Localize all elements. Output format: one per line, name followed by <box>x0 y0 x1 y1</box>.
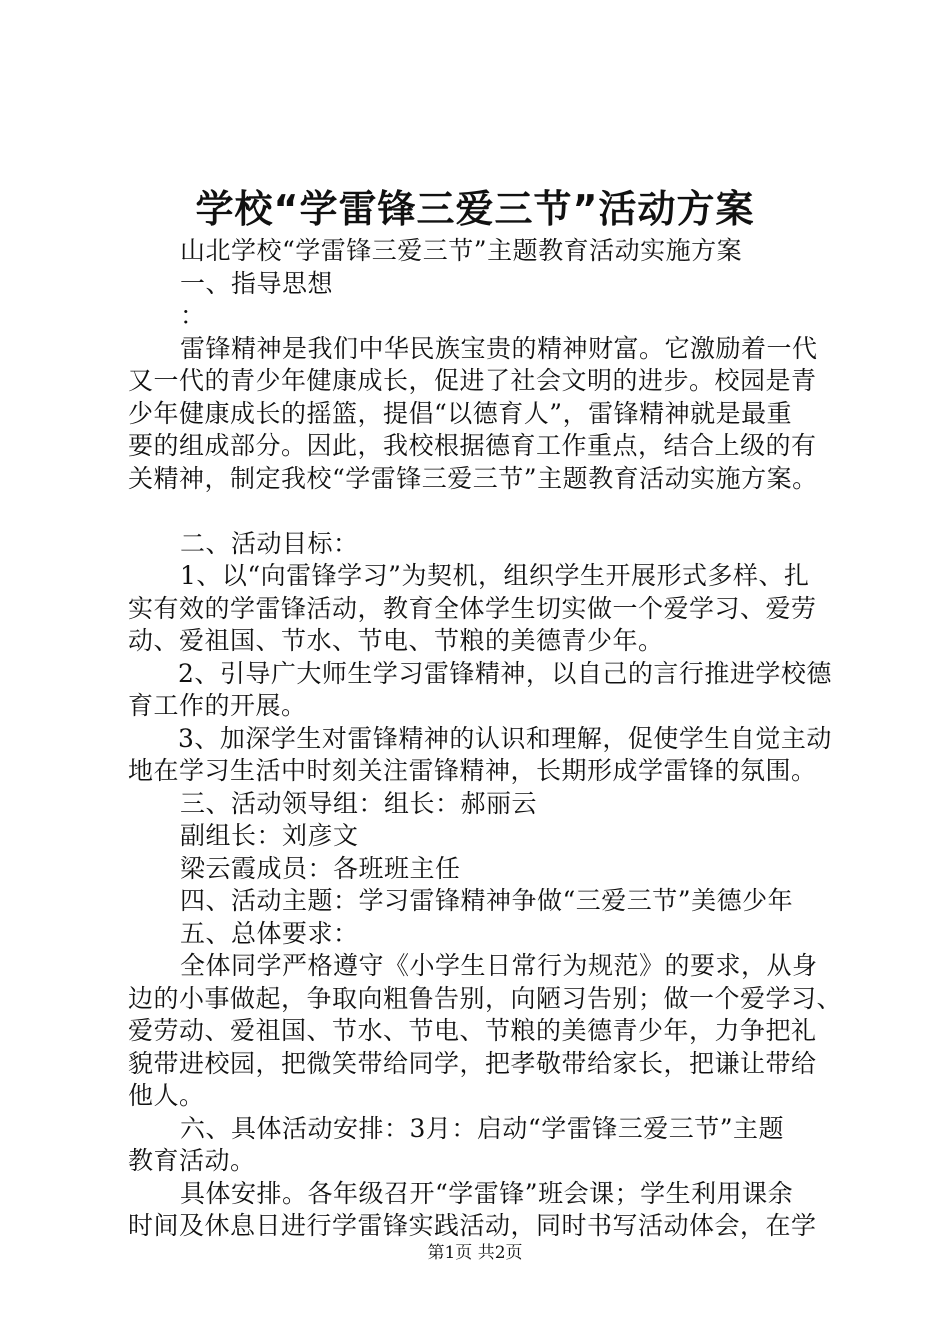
paragraph-line: 他人。 <box>128 1081 205 1110</box>
paragraph-line: 关精神，制定我校“学雷锋三爱三节”主题教育活动实施方案。 <box>128 463 818 493</box>
paragraph-line: 教育活动。 <box>128 1146 256 1175</box>
section-heading: 三、活动领导组：组长：郝丽云 <box>180 788 538 818</box>
paragraph-line: 具体安排。各年级召开“学雷锋”班会课；学生利用课余 <box>180 1178 794 1208</box>
page-footer: 第1页 共2页 <box>427 1243 523 1263</box>
section-heading: 六、具体活动安排：3月：启动“学雷锋三爱三节”主题 <box>180 1113 784 1143</box>
paragraph-line: 2、引导广大师生学习雷锋精神，以自己的言行推进学校德 <box>178 658 832 688</box>
paragraph-line: 地在学习生活中时刻关注雷锋精神，长期形成学雷锋的氛围。 <box>128 756 817 785</box>
paragraph-line: 爱劳动、爱祖国、节水、节电、节粮的美德青少年，力争把礼 <box>128 1016 817 1045</box>
paragraph-line: 时间及休息日进行学雷锋实践活动，同时书写活动体会，在学 <box>128 1211 817 1240</box>
paragraph-line: 动、爱祖国、节水、节电、节粮的美德青少年。 <box>128 626 664 655</box>
paragraph-line: 要的组成部分。因此，我校根据德育工作重点，结合上级的有 <box>128 431 817 460</box>
paragraph-line: 少年健康成长的摇篮，提倡“以德育人”，雷锋精神就是最重 <box>128 398 793 428</box>
text-line: ： <box>180 301 206 330</box>
paragraph-line: 又一代的青少年健康成长，促进了社会文明的进步。校园是青 <box>128 366 817 395</box>
paragraph-line: 雷锋精神是我们中华民族宝贵的精神财富。它激励着一代 <box>180 333 818 363</box>
subtitle-line: 山北学校“学雷锋三爱三节”主题教育活动实施方案 <box>180 236 743 265</box>
paragraph-line: 实有效的学雷锋活动，教育全体学生切实做一个爱学习、爱劳 <box>128 593 817 623</box>
section-heading: 二、活动目标： <box>180 528 359 558</box>
section-heading: 四、活动主题：学习雷锋精神争做“三爱三节”美德少年 <box>180 886 794 915</box>
section-heading: 一、指导思想 <box>180 268 334 298</box>
text-line: 副组长：刘彦文 <box>180 821 359 850</box>
blank-line <box>128 495 833 528</box>
paragraph-line: 貌带进校园，把微笑带给同学，把孝敬带给家长，把谦让带给 <box>128 1048 817 1078</box>
paragraph-line: 3、加深学生对雷锋精神的认识和理解，促使学生自觉主动 <box>178 723 832 753</box>
document-title: 学校“学雷锋三爱三节”活动方案 <box>195 187 755 231</box>
paragraph-line: 1、以“向雷锋学习”为契机，组织学生开展形式多样、扎 <box>180 561 810 590</box>
paragraph-line: 育工作的开展。 <box>128 691 307 720</box>
paragraph-line: 边的小事做起，争取向粗鲁告别，向陋习告别；做一个爱学习、 <box>128 983 843 1013</box>
paragraph-line: 全体同学严格遵守《小学生日常行为规范》的要求，从身 <box>180 951 818 980</box>
text-line: 梁云霞成员：各班班主任 <box>180 853 461 883</box>
document-body <box>128 235 843 1243</box>
section-heading: 五、总体要求： <box>180 918 359 948</box>
